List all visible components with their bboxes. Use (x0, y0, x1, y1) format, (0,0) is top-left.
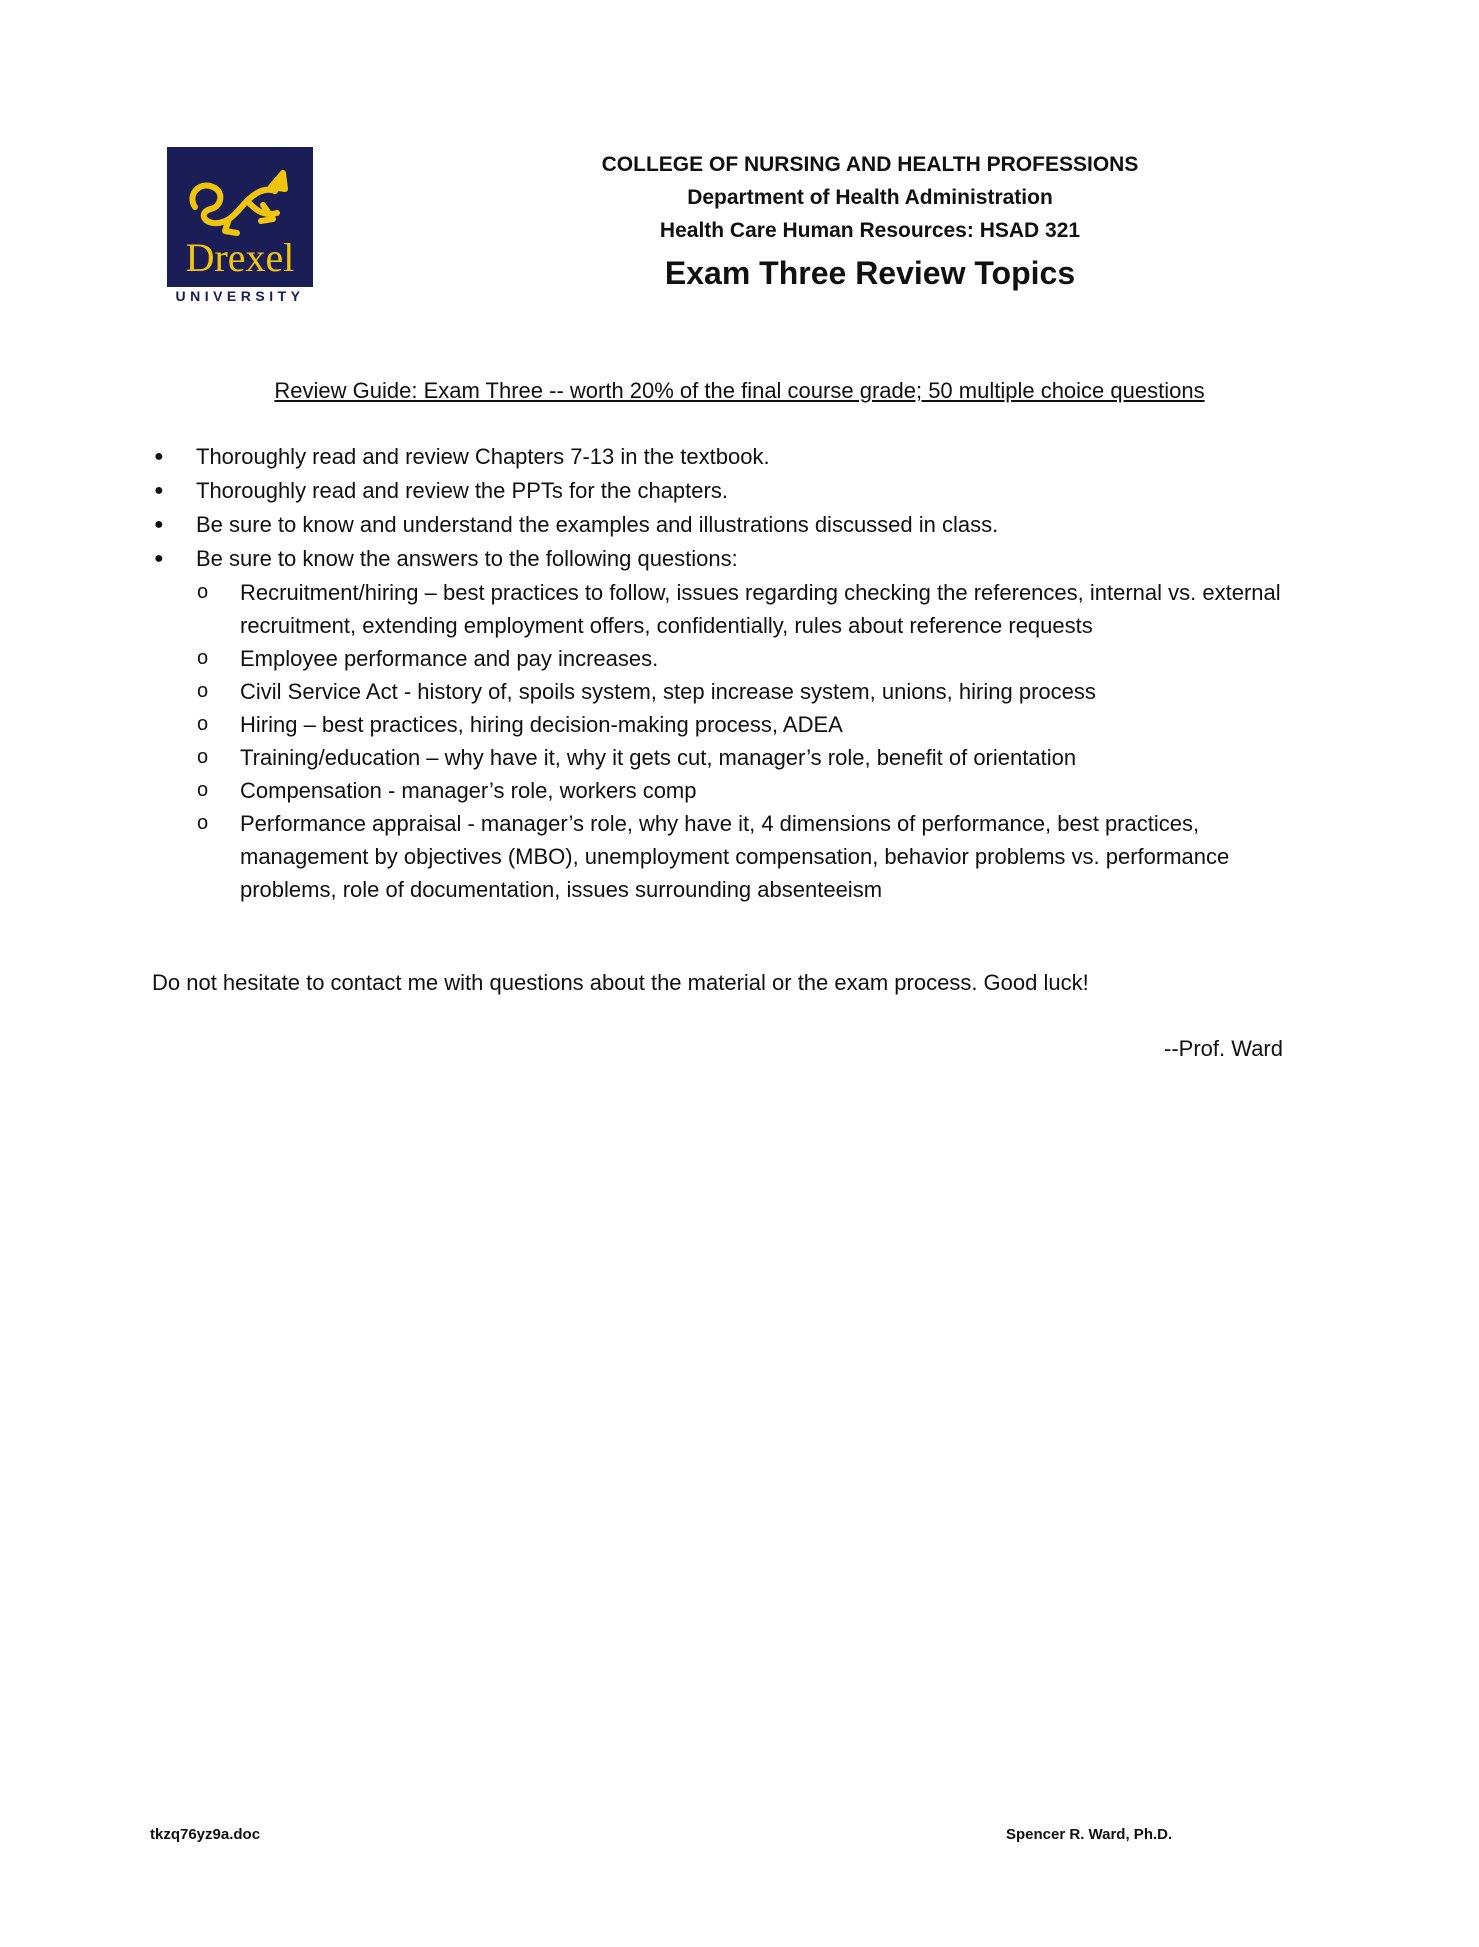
logo-word: Drexel (185, 235, 295, 280)
logo-subtitle: UNIVERSITY (175, 288, 305, 304)
closing-note: Do not hesitate to contact me with questions about the material or the exam process. Good luck! (152, 970, 1089, 995)
sub-list-item: o Civil Service Act - history of, spoils system, step increase system, unions, hiring process (197, 679, 1096, 704)
department-name: Department of Health Administration (687, 186, 1053, 209)
sub-list-item: o Hiring – best practices, hiring decision-making process, ADEA (197, 712, 843, 737)
list-item: ● Be sure to know and understand the examples and illustrations discussed in class. (154, 512, 999, 537)
sub-list-item: o Performance appraisal - manager’s role, why have it, 4 dimensions of performance, best practices, management by objectives (MBO), unemployment compensation, behavior problems vs. performance problems, role of documentation, issues surrounding absenteeism (197, 811, 1230, 902)
sub-list-item: o Training/education – why have it, why it gets cut, manager’s role, benefit of orientation (197, 745, 1077, 770)
signature: --Prof. Ward (1164, 1036, 1283, 1061)
review-list (150, 440, 1330, 906)
sub-list-item: o Employee performance and pay increases. (197, 646, 659, 671)
list-item: ● Thoroughly read and review the PPTs for the chapters. (154, 478, 728, 503)
drexel-logo (167, 147, 313, 287)
document-header (560, 148, 1180, 297)
footer-filename: tkzq76yz9a.doc (150, 1826, 261, 1843)
footer-author: Spencer R. Ward, Ph.D. (1006, 1826, 1173, 1843)
sub-list-item: o Recruitment/hiring – best practices to follow, issues regarding checking the references, internal vs. external recruitment, extending employment offers, confidentially, rules about reference requests (197, 580, 1281, 638)
list-item: ● Thoroughly read and review Chapters 7-13 in the textbook. (154, 444, 770, 469)
sub-list-item: o Compensation - manager’s role, workers comp (197, 778, 697, 803)
course-name: Health Care Human Resources: HSAD 321 (659, 219, 1081, 242)
page-title: Exam Three Review Topics (664, 255, 1076, 291)
review-guide-heading: Review Guide: Exam Three -- worth 20% of the final course grade; 50 multiple choice questions (274, 378, 1205, 403)
list-item: ● Be sure to know the answers to the following questions: (154, 546, 738, 571)
college-name: COLLEGE OF NURSING AND HEALTH PROFESSIONS (601, 153, 1139, 176)
